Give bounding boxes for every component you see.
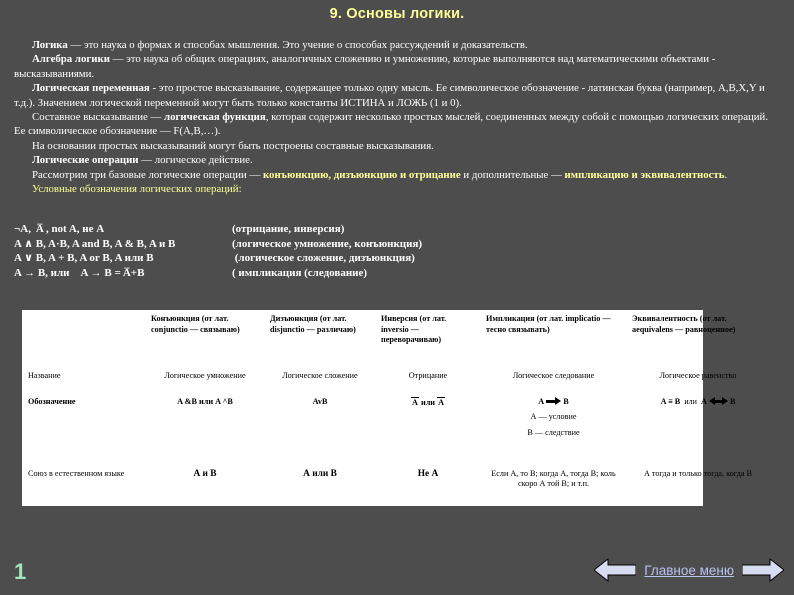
main-menu-link[interactable]: Главное меню [644, 562, 734, 578]
operation-row [14, 251, 574, 266]
header-cell-equivalence: Эквивалентность (от лат. aequivalens — равноценное) [632, 314, 736, 334]
term-function: логическая функция [164, 111, 266, 124]
compound-part-c: , которая содержит несколько простых мыслей, соединенных между собой с помощью логических операций. Ее символическое обозначение — F(A,B,…). [14, 111, 769, 138]
header-cell-conjunction: Конъюнкция (от лат. conjunctio — связываю) [151, 314, 240, 334]
row-label-natural-language: Союз в естественном языке [28, 468, 125, 478]
operation-notation: A ∨ B, A + B, A or B, A или B [14, 252, 154, 265]
term-operations: Логические операции [32, 154, 139, 167]
operation-notation: A ∧ B, A·B, A and B, A & B, A и B [14, 237, 176, 250]
highlight-extra-ops: импликацию и эквивалентность [564, 168, 725, 181]
header-cell-inversion: Инверсия (от лат. inversio — переворачиваю) [381, 314, 447, 345]
cell-name-implication: Логическое следование [512, 371, 595, 381]
overline-a-alt: A [438, 397, 444, 407]
three-ops-part-b: и дополнительные — [460, 168, 565, 181]
cell-natural-equivalence: А тогда и только тогда, когда В [643, 468, 753, 478]
operation-meaning: (отрицание, инверсия) [232, 223, 345, 235]
operation-notation: ¬A, A̅ , not A, не A [14, 223, 105, 235]
term-variable: Логическая переменная [32, 82, 150, 95]
cell-symbol-implication: A B А — условие В — следствие [480, 393, 626, 465]
row-label-symbol: Обозначение [28, 396, 76, 406]
term-logic: Логика [32, 39, 68, 51]
cell-natural-implication: Если А, то В; когда А, тогда В; коль скоро А той В; и т.п. [491, 468, 616, 489]
three-ops-part-a: Рассмотрим три базовые логические операции — [32, 168, 263, 181]
operation-row [14, 237, 574, 252]
page-number: 1 [14, 559, 27, 584]
arrow-right-icon [546, 397, 561, 406]
slide-navigation [594, 557, 784, 583]
header-cell-implication: Импликация (от лат. implicatio — тесно связывать) [486, 314, 611, 334]
arrow-left-right-icon [709, 397, 728, 406]
table-row [22, 367, 769, 392]
table-header-row [22, 310, 769, 367]
three-ops-part-c: . [724, 168, 728, 181]
term-algebra: Алгебра логики [32, 53, 110, 66]
operations-notation-list [14, 222, 574, 280]
cell-name-equivalence: Логическое равенство [659, 371, 737, 381]
cell-name-conjunction: Логическое умножение [164, 371, 246, 381]
paragraph-notation-intro: Условные обозначения логических операций: [32, 183, 242, 196]
header-cell-empty [22, 310, 145, 367]
paragraph-algebra-rest: — это наука об общих операциях, аналогичных сложению и умножению, которые выполняются над математическими объектами - высказываниями. [14, 53, 716, 80]
logic-operations-table [22, 310, 753, 506]
operation-row [14, 222, 574, 237]
paragraph-logic [14, 38, 780, 52]
table-row [22, 393, 769, 465]
implication-note-consequence: В — следствие [527, 427, 580, 437]
cell-name-inversion: Отрицание [408, 371, 448, 381]
arrow-right-icon[interactable] [742, 557, 784, 583]
compound-part-a: Составное высказывание — [32, 111, 165, 124]
page-title: 9. Основы логики. [329, 6, 465, 22]
paragraph-algebra [14, 52, 780, 81]
paragraph-variable-rest: - это простое высказывание, содержащее только одну мысль. Ее символическое обозначение - латинская буква (например, A,B,X,Y и т.д.). Значением логической переменной могут быть только константы ИСТИНА и ЛОЖЬ (1 и 0). [14, 82, 765, 109]
body-text [14, 38, 780, 196]
header-cell-disjunction: Дизъюнкция (от лат. disjunctio — различаю) [270, 314, 356, 334]
row-label-name: Название [28, 371, 61, 381]
cell-natural-inversion: Не А [417, 468, 439, 479]
operation-row [14, 266, 574, 281]
highlight-basic-ops: конъюнкцию, дизъюнкцию и отрицание [262, 168, 461, 181]
operation-meaning: ( импликация (следование) [232, 266, 368, 279]
cell-natural-disjunction: А или В [303, 468, 337, 479]
overline-a: A [412, 397, 418, 407]
cell-symbol-equivalence: A ≡ B или A B [660, 396, 736, 406]
operation-meaning: (логическое сложение, дизъюнкция) [232, 252, 415, 265]
operation-meaning: (логическое умножение, конъюнкция) [232, 237, 423, 250]
paragraph-compound [14, 110, 780, 139]
operation-notation: A → B, или A → B = A̅+B [14, 266, 145, 279]
arrow-left-icon[interactable] [594, 557, 636, 583]
cell-name-disjunction: Логическое сложение [282, 371, 358, 381]
cell-symbol-inversion: A или A [412, 397, 444, 407]
paragraph-variable [14, 81, 780, 110]
paragraph-basis: На основании простых высказываний могут быть построены составные высказывания. [32, 139, 434, 152]
cell-symbol-disjunction: AvB [312, 396, 328, 406]
paragraph-operations [14, 153, 780, 167]
implication-note-condition: А — условие [530, 412, 577, 422]
cell-natural-conjunction: А и В [193, 468, 217, 479]
cell-symbol-conjunction: A &B или A ^B [177, 396, 233, 406]
paragraph-operations-rest: — логическое действие. [138, 154, 253, 167]
paragraph-three-ops [14, 168, 780, 182]
paragraph-logic-rest: — это наука о формах и способах мышления. Это учение о способах рассуждений и доказательств. [67, 39, 528, 51]
table-row [22, 465, 769, 506]
